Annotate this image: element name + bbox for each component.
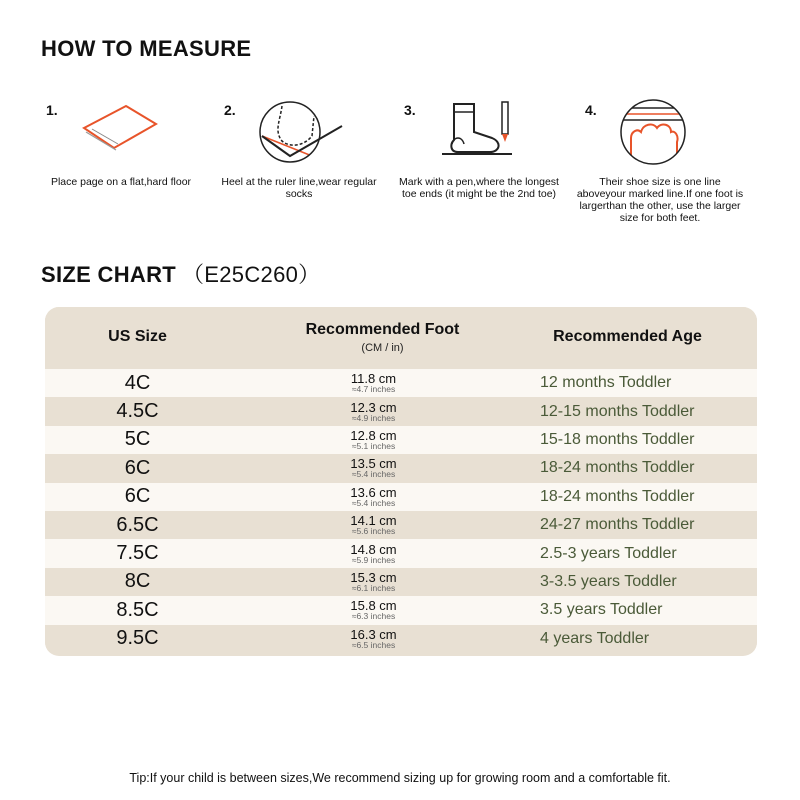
foot-inches: ≈6.3 inches (351, 611, 396, 622)
step-number: 4. (585, 102, 597, 118)
foot-inches: ≈6.1 inches (351, 582, 396, 593)
us-size-cell: 7.5C (116, 542, 159, 565)
age-cell: 24-27 months Toddler (540, 516, 695, 534)
table-row (45, 539, 757, 567)
step-number: 3. (404, 102, 416, 118)
foot-cm: 12.3 cm (350, 399, 397, 415)
age-cell: 18-24 months Toddler (540, 487, 695, 505)
foot-inches: ≈6.5 inches (351, 639, 396, 650)
size-chart-title-text: SIZE CHART (41, 262, 176, 287)
us-size-cell: 4.5C (116, 400, 159, 423)
us-size-cell: 6.5C (116, 513, 159, 536)
step-caption: Place page on a flat,hard floor (50, 176, 192, 188)
table-row (45, 454, 757, 482)
foot-length-cell (301, 596, 446, 624)
foot-cm: 16.3 cm (350, 626, 397, 642)
table-row (45, 369, 757, 397)
age-cell: 12-15 months Toddler (540, 402, 695, 420)
size-chart-title (41, 258, 320, 289)
toe-over-lines-icon (613, 96, 713, 166)
foot-length-cell (301, 483, 446, 511)
foot-cm: 13.6 cm (350, 484, 397, 500)
header-recommended-age (505, 307, 750, 367)
us-size-cell: 6C (124, 485, 151, 508)
foot-length-cell (301, 625, 446, 653)
foot-cm: 15.3 cm (350, 569, 397, 585)
table-row (45, 397, 757, 425)
foot-length-cell (301, 426, 446, 454)
size-chart-table (45, 307, 757, 656)
table-row (45, 483, 757, 511)
header-recommended-foot (265, 307, 500, 367)
table-row (45, 596, 757, 624)
us-size-cell: 8C (124, 570, 151, 593)
us-size-cell: 5C (124, 428, 151, 451)
table-row (45, 625, 757, 653)
foot-cm: 14.1 cm (350, 513, 397, 529)
paper-sheet-icon (74, 96, 174, 166)
step-caption: Their shoe size is one line aboveyour marked line.If one foot is largerthan the other, use the larger size for both feet. (576, 176, 744, 224)
foot-length-cell (301, 511, 446, 539)
header-unit: (CM / in) (361, 341, 404, 354)
step-caption: Mark with a pen,where the longest toe ends (it might be the 2nd toe) (399, 176, 559, 200)
foot-inches: ≈4.7 inches (351, 384, 396, 395)
foot-length-cell (301, 568, 446, 596)
age-cell: 2.5-3 years Toddler (540, 544, 677, 562)
header-label: Recommended Foot (305, 320, 460, 338)
foot-length-cell (301, 454, 446, 482)
us-size-cell: 6C (124, 456, 151, 479)
how-to-measure-title: HOW TO MEASURE (41, 36, 252, 61)
step-caption: Heel at the ruler line,wear regular socks (221, 176, 377, 200)
age-cell: 18-24 months Toddler (540, 459, 695, 477)
step-number: 2. (224, 102, 236, 118)
sizing-tip: Tip:If your child is between sizes,We recommend sizing up for growing room and a comfortable fit. (129, 771, 671, 785)
age-cell: 12 months Toddler (540, 374, 672, 392)
table-row (45, 511, 757, 539)
age-cell: 3.5 years Toddler (540, 601, 663, 619)
foot-inches: ≈4.9 inches (351, 412, 396, 423)
foot-length-cell (301, 397, 446, 425)
us-size-cell: 9.5C (116, 627, 159, 650)
sock-and-pen-icon (432, 96, 532, 166)
sock-on-ruler-icon (252, 96, 352, 166)
table-row (45, 568, 757, 596)
age-cell: 3-3.5 years Toddler (540, 572, 677, 590)
foot-length-cell (301, 369, 446, 397)
us-size-cell: 8.5C (116, 598, 159, 621)
foot-inches: ≈5.4 inches (351, 469, 396, 480)
foot-inches: ≈5.1 inches (351, 440, 396, 451)
step-number: 1. (46, 102, 58, 118)
foot-inches: ≈5.4 inches (351, 497, 396, 508)
table-row (45, 426, 757, 454)
foot-cm: 15.8 cm (350, 598, 397, 614)
foot-cm: 11.8 cm (350, 371, 397, 387)
table-header (45, 307, 757, 367)
model-code: （E25C260） (182, 262, 321, 287)
foot-length-cell (301, 539, 446, 567)
age-cell: 15-18 months Toddler (540, 430, 695, 448)
header-label: Recommended Age (553, 328, 702, 345)
us-size-cell: 4C (124, 371, 151, 394)
header-us-size (45, 307, 230, 367)
foot-cm: 13.5 cm (350, 456, 397, 472)
foot-inches: ≈5.9 inches (351, 554, 396, 565)
header-label: US Size (108, 328, 167, 345)
foot-cm: 12.8 cm (350, 427, 397, 443)
foot-cm: 14.8 cm (350, 541, 397, 557)
age-cell: 4 years Toddler (540, 629, 650, 647)
foot-inches: ≈5.6 inches (351, 526, 396, 537)
